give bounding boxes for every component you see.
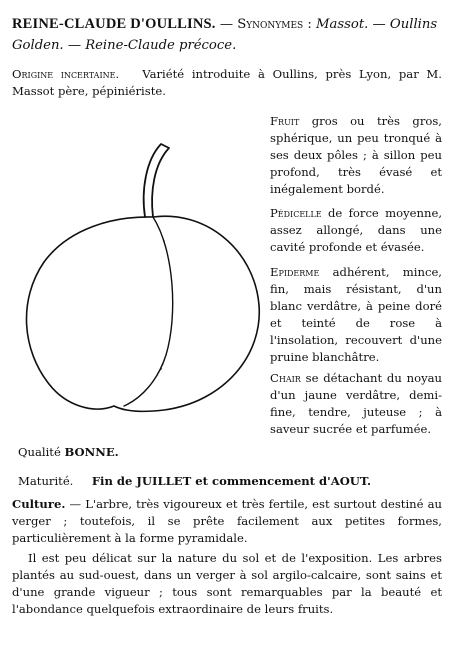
origine-label: Origine incertaine. [12, 67, 120, 81]
culture-text: — L'arbre, très vigoureux et très fertile, est surtout destiné au verger ; toutefois, il se prête facilement aux petites formes, particulièrement à la forme pyramidale. [12, 497, 442, 545]
plum-stem-icon [144, 144, 169, 217]
culture-paragraph [12, 496, 442, 547]
variety-name: REINE-CLAUDE D'OULLINS. [12, 16, 216, 32]
culture-label: Culture. [12, 497, 66, 511]
epiderme-label: Epiderme [270, 265, 320, 279]
maturite-line [18, 474, 371, 488]
chair-label: Chair [270, 371, 301, 385]
qualite-value: BONNE. [64, 445, 119, 459]
sol-paragraph: Il est peu délicat sur la nature du sol et de l'exposition. Les arbres plantés au sud-ouest, dans un verger à sol argilo-calcaire, sont sains et d'une grande vigueur ; tous sont remarquables par la beauté et l'abondance quelquefois extraordinaire de leurs fruits. [12, 551, 442, 616]
pedicelle-text: de force moyenne, assez allongé, dans une cavité profonde et évasée. [270, 206, 442, 254]
pedicelle-label: Pédicelle [270, 206, 322, 220]
epiderme-paragraph [270, 264, 442, 366]
plum-outline-icon [26, 216, 259, 411]
qualite-label: Qualité [18, 445, 61, 459]
plum-illustration [14, 140, 264, 420]
origine-text: Variété introduite à Oullins, près Lyon, par M. Massot père, pépiniériste. [12, 67, 442, 98]
epiderme-text: adhérent, mince, fin, mais résistant, d'un blanc verdâtre, à peine doré et teinté de rose à l'insolation, recouvert d'une pruine blanchâtre. [270, 265, 442, 364]
fruit-text: gros ou très gros, sphérique, un peu tronqué à ses deux pôles ; à sillon peu profond, très évasé et inégalement bordé. [270, 114, 442, 196]
page-title [12, 14, 452, 56]
synonymes-text: Massot. — Oullins Golden. — Reine-Claude précoce. [12, 17, 438, 53]
origine-paragraph [12, 66, 442, 100]
chair-paragraph [270, 370, 442, 438]
synonymes-label: — Synonymes : [219, 17, 312, 32]
maturite-label: Maturité. [18, 474, 74, 488]
qualite-line [18, 445, 119, 459]
fruit-label: Fruit [270, 114, 300, 128]
pedicelle-paragraph [270, 205, 442, 256]
maturite-value: Fin de JUILLET et commencement d'AOUT. [91, 474, 372, 488]
chair-text: se détachant du noyau d'un jaune verdâtre, demi-fine, tendre, juteuse ; à saveur sucrée et parfumée. [270, 371, 443, 436]
fruit-paragraph [270, 113, 442, 198]
